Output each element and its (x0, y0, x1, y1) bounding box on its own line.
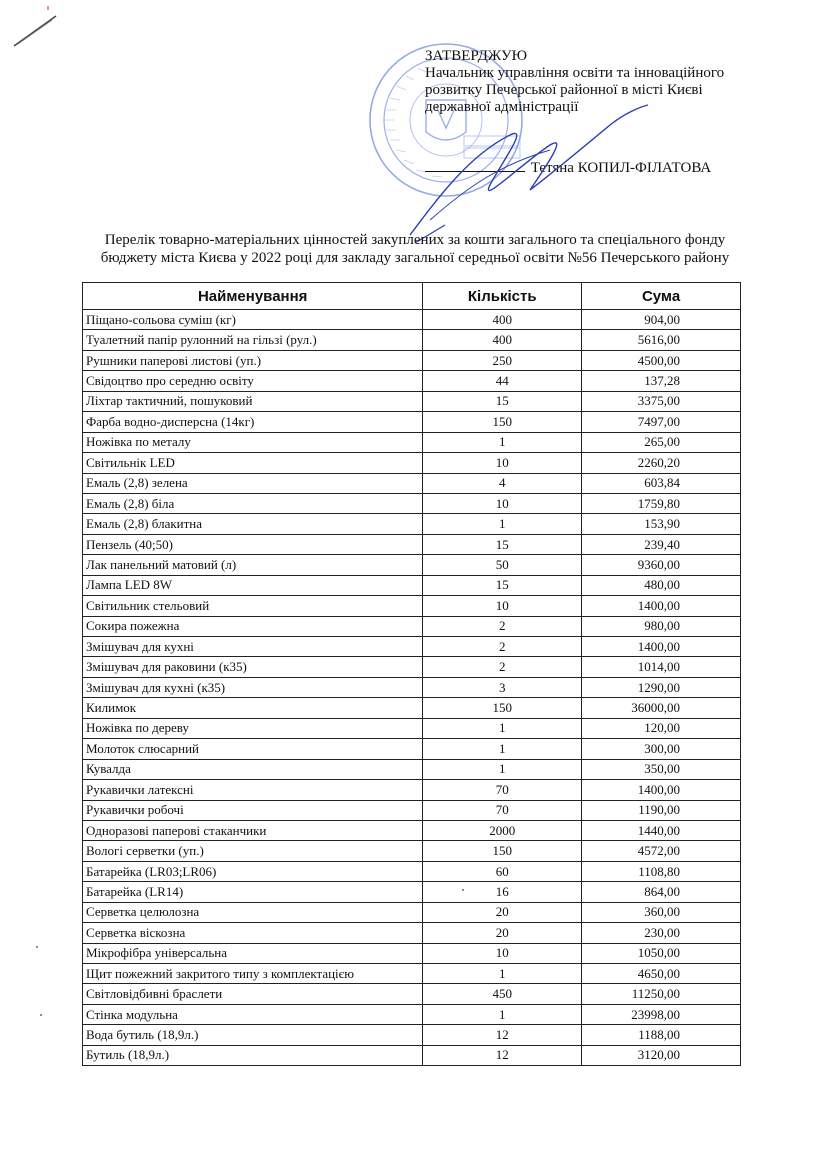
table-row (83, 759, 741, 779)
table-row (83, 310, 741, 330)
item-name-cell: Сокира пожежна (83, 616, 423, 636)
item-sum-cell: 137,28 (582, 371, 741, 391)
item-name-cell: Ножівка по металу (83, 432, 423, 452)
item-quantity-cell: 4 (423, 473, 582, 493)
table-row (83, 473, 741, 493)
item-sum-cell: 480,00 (582, 575, 741, 595)
item-sum-cell: 1759,80 (582, 493, 741, 513)
table-row (83, 371, 741, 391)
table-row (83, 800, 741, 820)
approval-position-line-1: Начальник управління освіти та інноваційного (425, 65, 725, 81)
item-sum-cell: 23998,00 (582, 1004, 741, 1024)
signatory-name: Тетяна КОПИЛ-ФІЛАТОВА (530, 160, 712, 176)
item-sum-cell: 36000,00 (582, 698, 741, 718)
column-header-sum: Сума (582, 283, 741, 310)
item-name-cell: Бутиль (18,9л.) (83, 1045, 423, 1065)
item-quantity-cell: 44 (423, 371, 582, 391)
item-name-cell: Батарейка (LR14) (83, 882, 423, 902)
table-row (83, 964, 741, 984)
item-sum-cell: 1400,00 (582, 637, 741, 657)
item-name-cell: Батарейка (LR03;LR06) (83, 861, 423, 881)
item-sum-cell: 1108,80 (582, 861, 741, 881)
table-row (83, 902, 741, 922)
table-row (83, 1025, 741, 1045)
item-name-cell: Емаль (2,8) блакитна (83, 514, 423, 534)
item-quantity-cell: 1 (423, 739, 582, 759)
item-quantity-cell: 400 (423, 310, 582, 330)
scan-mark-icon (12, 6, 60, 48)
item-sum-cell: 350,00 (582, 759, 741, 779)
table-row (83, 1004, 741, 1024)
approval-heading: ЗАТВЕРДЖУЮ (425, 48, 528, 64)
item-sum-cell: 3120,00 (582, 1045, 741, 1065)
item-name-cell: Свідоцтво про середню освіту (83, 371, 423, 391)
item-sum-cell: 120,00 (582, 718, 741, 738)
item-name-cell: Серветка целюлозна (83, 902, 423, 922)
document-title (80, 231, 750, 267)
table-row (83, 739, 741, 759)
table-row (83, 820, 741, 840)
scan-speck (462, 889, 464, 891)
item-name-cell: Фарба водно-дисперсна (14кг) (83, 412, 423, 432)
document-title-line-1: Перелік товарно-матеріальних цінностей закуплених за кошти загального та спеціального фонду (104, 232, 726, 248)
item-sum-cell: 2260,20 (582, 453, 741, 473)
item-name-cell: Серветка віскозна (83, 923, 423, 943)
item-quantity-cell: 1 (423, 1004, 582, 1024)
item-name-cell: Лампа LED 8W (83, 575, 423, 595)
table-row (83, 637, 741, 657)
item-quantity-cell: 250 (423, 350, 582, 370)
item-quantity-cell: 20 (423, 902, 582, 922)
item-sum-cell: 1190,00 (582, 800, 741, 820)
item-quantity-cell: 400 (423, 330, 582, 350)
item-sum-cell: 980,00 (582, 616, 741, 636)
item-quantity-cell: 3 (423, 677, 582, 697)
table-row (83, 943, 741, 963)
item-quantity-cell: 12 (423, 1025, 582, 1045)
item-sum-cell: 4500,00 (582, 350, 741, 370)
item-name-cell: Одноразові паперові стаканчики (83, 820, 423, 840)
item-sum-cell: 1014,00 (582, 657, 741, 677)
item-quantity-cell: 15 (423, 575, 582, 595)
item-name-cell: Змішувач для кухні (к35) (83, 677, 423, 697)
item-quantity-cell: 150 (423, 841, 582, 861)
item-name-cell: Килимок (83, 698, 423, 718)
item-sum-cell: 864,00 (582, 882, 741, 902)
item-quantity-cell: 12 (423, 1045, 582, 1065)
item-name-cell: Щит пожежний закритого типу з комплектацією (83, 964, 423, 984)
approval-block (425, 48, 724, 116)
table-row (83, 391, 741, 411)
item-quantity-cell: 1 (423, 759, 582, 779)
item-sum-cell: 1290,00 (582, 677, 741, 697)
table-row (83, 677, 741, 697)
item-sum-cell: 3375,00 (582, 391, 741, 411)
item-quantity-cell: 60 (423, 861, 582, 881)
signature-line (425, 171, 525, 172)
item-name-cell: Пензель (40;50) (83, 534, 423, 554)
item-name-cell: Рушники паперові листові (уп.) (83, 350, 423, 370)
item-name-cell: Стінка модульна (83, 1004, 423, 1024)
item-sum-cell: 1400,00 (582, 596, 741, 616)
item-name-cell: Ліхтар тактичний, пошуковий (83, 391, 423, 411)
item-sum-cell: 360,00 (582, 902, 741, 922)
table-row (83, 657, 741, 677)
item-quantity-cell: 2 (423, 616, 582, 636)
table-row (83, 616, 741, 636)
item-quantity-cell: 10 (423, 453, 582, 473)
item-sum-cell: 1440,00 (582, 820, 741, 840)
item-name-cell: Лак панельний матовий (л) (83, 555, 423, 575)
table-row (83, 1045, 741, 1065)
table-row (83, 555, 741, 575)
item-sum-cell: 9360,00 (582, 555, 741, 575)
approval-position-line-3: державної адміністрації (425, 99, 579, 115)
item-sum-cell: 1188,00 (582, 1025, 741, 1045)
item-name-cell: Рукавички робочі (83, 800, 423, 820)
approval-position-line-2: розвитку Печерської районної в місті Києві (425, 82, 703, 98)
item-sum-cell: 265,00 (582, 432, 741, 452)
table-row (83, 923, 741, 943)
item-name-cell: Мікрофібра універсальна (83, 943, 423, 963)
item-quantity-cell: 70 (423, 800, 582, 820)
item-sum-cell: 11250,00 (582, 984, 741, 1004)
item-sum-cell: 1050,00 (582, 943, 741, 963)
table-row (83, 575, 741, 595)
item-quantity-cell: 2 (423, 657, 582, 677)
column-header-quantity: Кількість (423, 283, 582, 310)
item-quantity-cell: 1 (423, 964, 582, 984)
item-quantity-cell: 20 (423, 923, 582, 943)
table-row (83, 841, 741, 861)
table-row (83, 432, 741, 452)
item-quantity-cell: 1 (423, 718, 582, 738)
item-sum-cell: 904,00 (582, 310, 741, 330)
item-quantity-cell: 1 (423, 514, 582, 534)
item-sum-cell: 5616,00 (582, 330, 741, 350)
document-title-line-2: бюджету міста Києва у 2022 році для закладу загальної середньої освіти №56 Печерського району (100, 250, 730, 266)
items-table (82, 282, 741, 1066)
scan-speck (36, 946, 38, 948)
table-row (83, 780, 741, 800)
item-sum-cell: 603,84 (582, 473, 741, 493)
table-body (83, 310, 741, 1066)
item-sum-cell: 300,00 (582, 739, 741, 759)
signature-row (425, 160, 711, 177)
item-name-cell: Вода бутиль (18,9л.) (83, 1025, 423, 1045)
item-sum-cell: 1400,00 (582, 780, 741, 800)
item-sum-cell: 7497,00 (582, 412, 741, 432)
table-row (83, 596, 741, 616)
item-name-cell: Ножівка по дереву (83, 718, 423, 738)
item-sum-cell: 239,40 (582, 534, 741, 554)
table-row (83, 861, 741, 881)
item-name-cell: Світильнік LED (83, 453, 423, 473)
table-header-row (83, 283, 741, 310)
item-quantity-cell: 1 (423, 432, 582, 452)
item-name-cell: Туалетний папір рулонний на гільзі (рул.) (83, 330, 423, 350)
item-name-cell: Рукавички латексні (83, 780, 423, 800)
item-quantity-cell: 15 (423, 534, 582, 554)
item-sum-cell: 4650,00 (582, 964, 741, 984)
table-row (83, 718, 741, 738)
item-name-cell: Світловідбивні браслети (83, 984, 423, 1004)
item-quantity-cell: 10 (423, 596, 582, 616)
item-quantity-cell: 150 (423, 412, 582, 432)
item-name-cell: Змішувач для раковини (к35) (83, 657, 423, 677)
item-sum-cell: 230,00 (582, 923, 741, 943)
table-row (83, 882, 741, 902)
table-row (83, 350, 741, 370)
item-name-cell: Емаль (2,8) біла (83, 493, 423, 513)
item-quantity-cell: 50 (423, 555, 582, 575)
table-row (83, 412, 741, 432)
table-row (83, 514, 741, 534)
item-name-cell: Змішувач для кухні (83, 637, 423, 657)
item-quantity-cell: 16 (423, 882, 582, 902)
item-quantity-cell: 10 (423, 943, 582, 963)
table-row (83, 453, 741, 473)
item-name-cell: Світильник стельовий (83, 596, 423, 616)
item-quantity-cell: 10 (423, 493, 582, 513)
item-quantity-cell: 15 (423, 391, 582, 411)
item-sum-cell: 153,90 (582, 514, 741, 534)
item-quantity-cell: 150 (423, 698, 582, 718)
item-name-cell: Кувалда (83, 759, 423, 779)
table-row (83, 984, 741, 1004)
table-row (83, 330, 741, 350)
item-name-cell: Молоток слюсарний (83, 739, 423, 759)
item-quantity-cell: 450 (423, 984, 582, 1004)
item-name-cell: Вологі серветки (уп.) (83, 841, 423, 861)
scan-speck (40, 1014, 42, 1016)
table-row (83, 493, 741, 513)
item-name-cell: Емаль (2,8) зелена (83, 473, 423, 493)
table-row (83, 698, 741, 718)
column-header-name: Найменування (83, 283, 423, 310)
item-sum-cell: 4572,00 (582, 841, 741, 861)
item-name-cell: Піщано-сольова суміш (кг) (83, 310, 423, 330)
item-quantity-cell: 2000 (423, 820, 582, 840)
table-row (83, 534, 741, 554)
item-quantity-cell: 2 (423, 637, 582, 657)
item-quantity-cell: 70 (423, 780, 582, 800)
